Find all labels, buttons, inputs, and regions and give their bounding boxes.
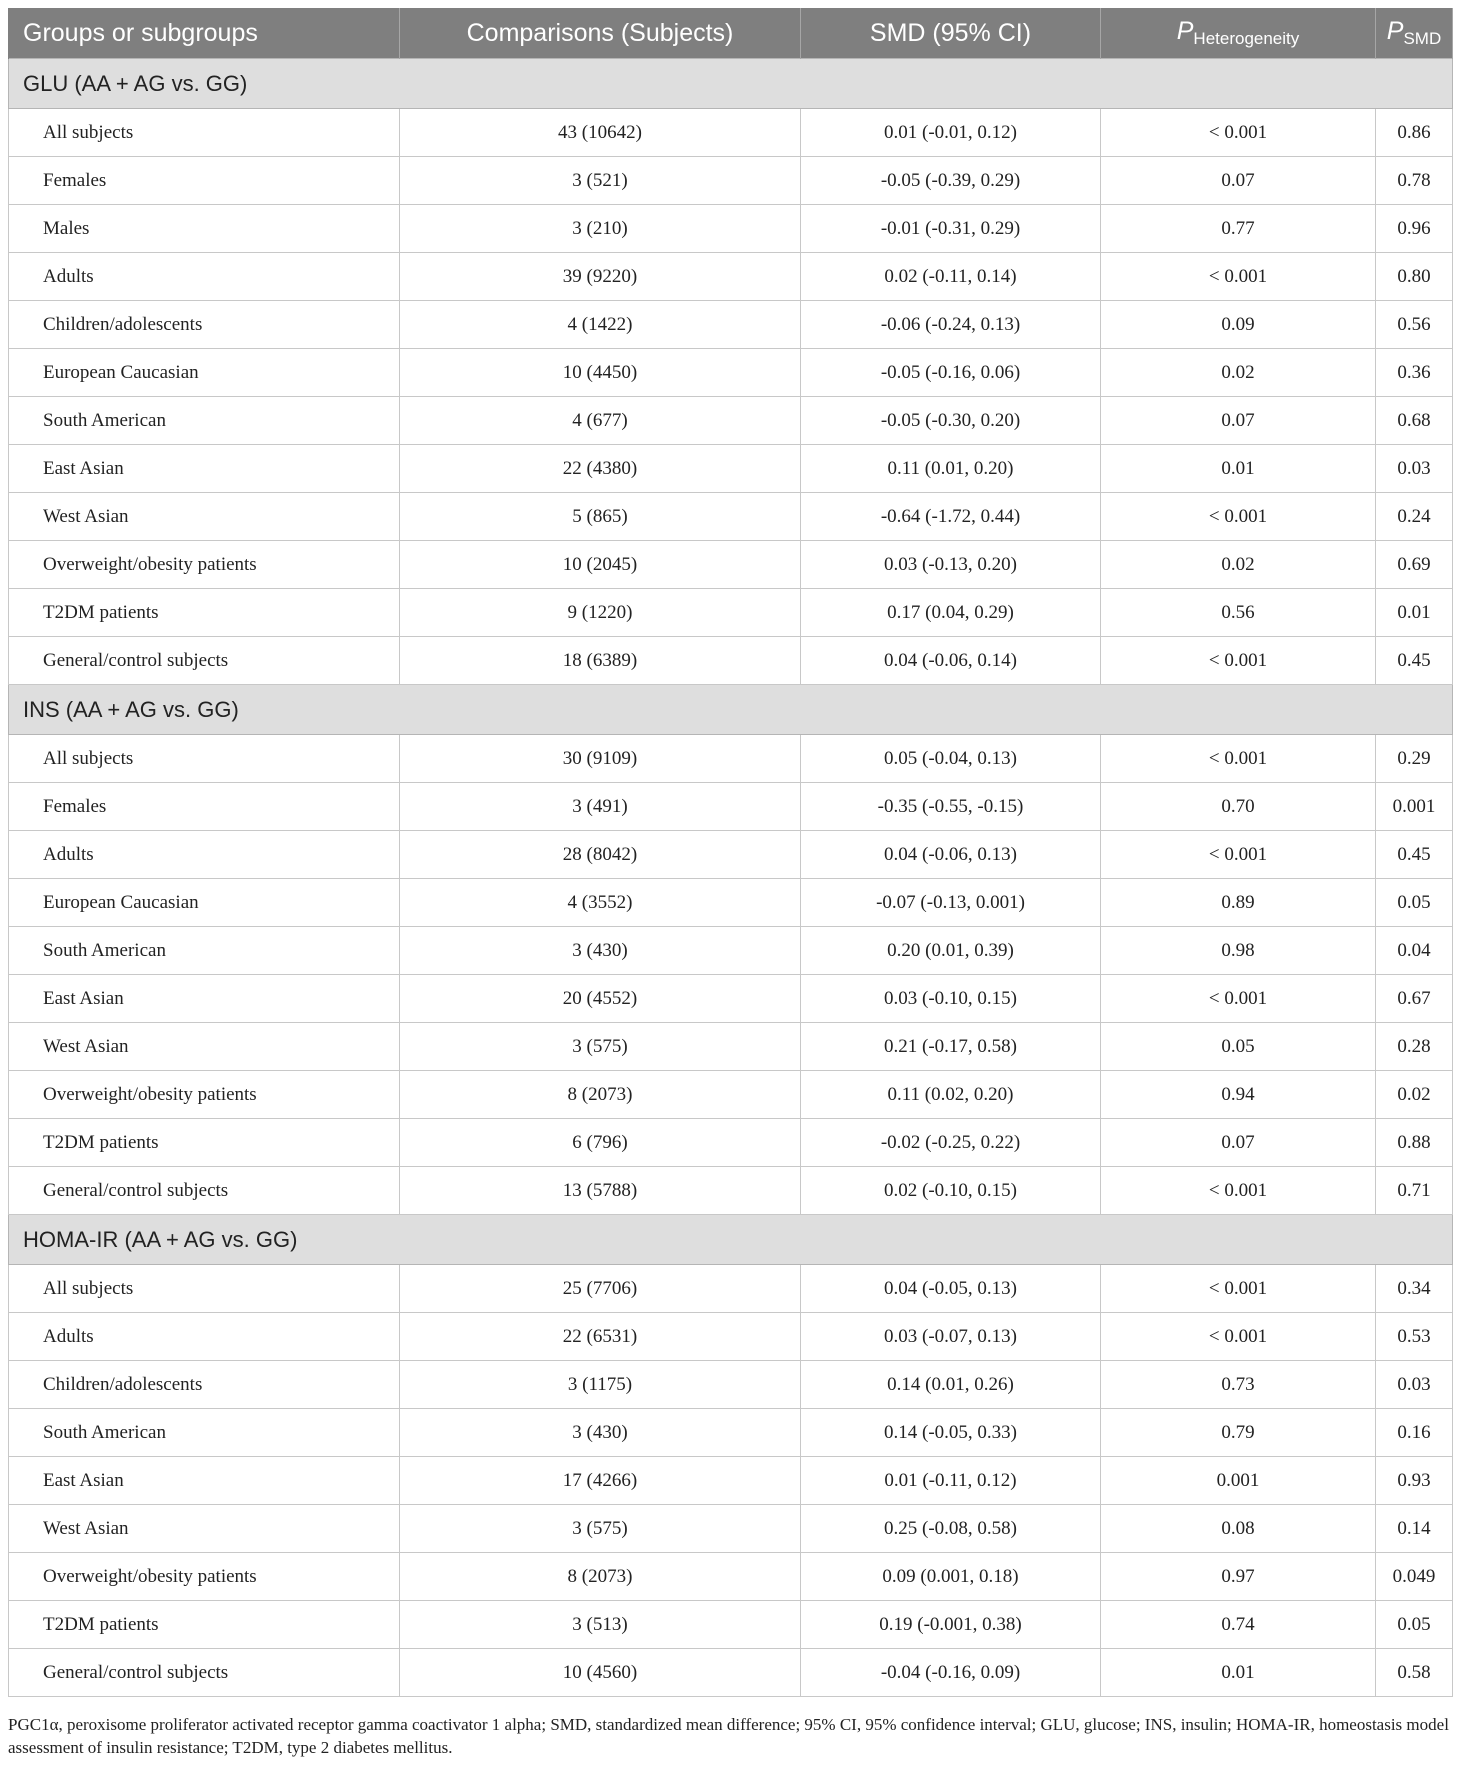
p-smd-cell: 0.71 [1376, 1167, 1453, 1215]
comparisons-cell: 4 (3552) [400, 879, 801, 927]
table-row [9, 1457, 1453, 1505]
comparisons-cell: 18 (6389) [400, 637, 801, 685]
p-smd-cell: 0.01 [1376, 589, 1453, 637]
p-smd-cell: 0.86 [1376, 109, 1453, 157]
p-smd-cell: 0.53 [1376, 1313, 1453, 1361]
comparisons-cell: 30 (9109) [400, 735, 801, 783]
smd-cell: 0.02 (-0.10, 0.15) [801, 1167, 1101, 1215]
p-smd-cell: 0.67 [1376, 975, 1453, 1023]
table-row [9, 879, 1453, 927]
section-header-row [9, 685, 1453, 735]
p-heterogeneity-cell: 0.98 [1101, 927, 1376, 975]
comparisons-cell: 3 (575) [400, 1023, 801, 1071]
table-row [9, 1313, 1453, 1361]
table-footnote: PGC1α, peroxisome proliferator activated receptor gamma coactivator 1 alpha; SMD, standardized mean difference; 95% CI, 95% confidence interval; GLU, glucose; INS, insulin; HOMA-IR, homeostasis model assessment of insulin resistance; T2DM, type 2 diabetes mellitus. [8, 1715, 1449, 1757]
p-smd-cell: 0.04 [1376, 927, 1453, 975]
smd-cell: 0.11 (0.02, 0.20) [801, 1071, 1101, 1119]
table-row [9, 975, 1453, 1023]
section-header-row [9, 59, 1453, 109]
table-row [9, 1071, 1453, 1119]
p-heterogeneity-cell: < 0.001 [1101, 637, 1376, 685]
comparisons-cell: 25 (7706) [400, 1265, 801, 1313]
comparisons-cell: 3 (575) [400, 1505, 801, 1553]
subgroup-cell: General/control subjects [9, 1649, 400, 1697]
header-row [9, 8, 1453, 59]
p-heterogeneity-cell: 0.70 [1101, 783, 1376, 831]
comparisons-cell: 9 (1220) [400, 589, 801, 637]
comparisons-cell: 3 (513) [400, 1601, 801, 1649]
smd-cell: 0.14 (-0.05, 0.33) [801, 1409, 1101, 1457]
table-row [9, 1119, 1453, 1167]
smd-cell: -0.01 (-0.31, 0.29) [801, 205, 1101, 253]
table-row [9, 301, 1453, 349]
comparisons-cell: 5 (865) [400, 493, 801, 541]
smd-cell: 0.25 (-0.08, 0.58) [801, 1505, 1101, 1553]
smd-cell: -0.05 (-0.16, 0.06) [801, 349, 1101, 397]
section-title: GLU (AA + AG vs. GG) [9, 59, 1453, 109]
table-row [9, 157, 1453, 205]
comparisons-cell: 13 (5788) [400, 1167, 801, 1215]
subgroup-cell: Overweight/obesity patients [9, 1553, 400, 1601]
comparisons-cell: 17 (4266) [400, 1457, 801, 1505]
comparisons-cell: 22 (6531) [400, 1313, 801, 1361]
table-row [9, 205, 1453, 253]
table-row [9, 541, 1453, 589]
header-p-smd-sub: SMD [1403, 29, 1442, 48]
smd-cell: -0.06 (-0.24, 0.13) [801, 301, 1101, 349]
smd-cell: -0.05 (-0.30, 0.20) [801, 397, 1101, 445]
p-smd-cell: 0.88 [1376, 1119, 1453, 1167]
p-smd-cell: 0.14 [1376, 1505, 1453, 1553]
section-header-row [9, 1215, 1453, 1265]
p-smd-cell: 0.03 [1376, 1361, 1453, 1409]
p-smd-cell: 0.05 [1376, 1601, 1453, 1649]
smd-cell: 0.04 (-0.06, 0.14) [801, 637, 1101, 685]
smd-cell: 0.01 (-0.01, 0.12) [801, 109, 1101, 157]
smd-cell: 0.03 (-0.07, 0.13) [801, 1313, 1101, 1361]
table-row [9, 1409, 1453, 1457]
smd-cell: 0.02 (-0.11, 0.14) [801, 253, 1101, 301]
p-heterogeneity-cell: 0.79 [1101, 1409, 1376, 1457]
subgroup-cell: All subjects [9, 735, 400, 783]
smd-cell: 0.04 (-0.05, 0.13) [801, 1265, 1101, 1313]
subgroup-cell: East Asian [9, 445, 400, 493]
subgroup-cell: South American [9, 1409, 400, 1457]
p-heterogeneity-cell: < 0.001 [1101, 1313, 1376, 1361]
comparisons-cell: 3 (521) [400, 157, 801, 205]
results-table [8, 8, 1453, 1697]
p-smd-cell: 0.56 [1376, 301, 1453, 349]
p-smd-cell: 0.78 [1376, 157, 1453, 205]
header-p-heterogeneity [1101, 8, 1376, 59]
smd-cell: -0.07 (-0.13, 0.001) [801, 879, 1101, 927]
smd-cell: 0.17 (0.04, 0.29) [801, 589, 1101, 637]
comparisons-cell: 20 (4552) [400, 975, 801, 1023]
smd-cell: 0.14 (0.01, 0.26) [801, 1361, 1101, 1409]
comparisons-cell: 3 (430) [400, 927, 801, 975]
subgroup-cell: T2DM patients [9, 1119, 400, 1167]
p-smd-cell: 0.36 [1376, 349, 1453, 397]
subgroup-cell: East Asian [9, 1457, 400, 1505]
subgroup-cell: Adults [9, 1313, 400, 1361]
subgroup-cell: All subjects [9, 109, 400, 157]
p-heterogeneity-cell: 0.07 [1101, 157, 1376, 205]
p-smd-cell: 0.03 [1376, 445, 1453, 493]
p-heterogeneity-cell: 0.73 [1101, 1361, 1376, 1409]
comparisons-cell: 6 (796) [400, 1119, 801, 1167]
table-row [9, 1265, 1453, 1313]
subgroup-cell: Overweight/obesity patients [9, 541, 400, 589]
header-smd: SMD (95% CI) [801, 8, 1101, 59]
subgroup-cell: East Asian [9, 975, 400, 1023]
smd-cell: -0.02 (-0.25, 0.22) [801, 1119, 1101, 1167]
subgroup-cell: Females [9, 157, 400, 205]
subgroup-cell: West Asian [9, 1023, 400, 1071]
p-heterogeneity-cell: < 0.001 [1101, 493, 1376, 541]
comparisons-cell: 10 (2045) [400, 541, 801, 589]
p-heterogeneity-cell: < 0.001 [1101, 109, 1376, 157]
p-heterogeneity-cell: < 0.001 [1101, 1265, 1376, 1313]
subgroup-cell: Children/adolescents [9, 301, 400, 349]
smd-cell: -0.64 (-1.72, 0.44) [801, 493, 1101, 541]
p-heterogeneity-cell: 0.74 [1101, 1601, 1376, 1649]
header-groups: Groups or subgroups [9, 8, 400, 59]
p-smd-cell: 0.34 [1376, 1265, 1453, 1313]
comparisons-cell: 3 (430) [400, 1409, 801, 1457]
subgroup-cell: T2DM patients [9, 1601, 400, 1649]
comparisons-cell: 10 (4560) [400, 1649, 801, 1697]
subgroup-cell: West Asian [9, 1505, 400, 1553]
section-title: INS (AA + AG vs. GG) [9, 685, 1453, 735]
table-row [9, 253, 1453, 301]
p-heterogeneity-cell: 0.01 [1101, 1649, 1376, 1697]
p-heterogeneity-cell: < 0.001 [1101, 1167, 1376, 1215]
subgroup-cell: Adults [9, 253, 400, 301]
p-smd-cell: 0.69 [1376, 541, 1453, 589]
subgroup-cell: General/control subjects [9, 637, 400, 685]
smd-cell: 0.01 (-0.11, 0.12) [801, 1457, 1101, 1505]
header-p-smd [1376, 8, 1453, 59]
comparisons-cell: 3 (1175) [400, 1361, 801, 1409]
p-heterogeneity-cell: 0.07 [1101, 397, 1376, 445]
comparisons-cell: 4 (677) [400, 397, 801, 445]
smd-cell: 0.19 (-0.001, 0.38) [801, 1601, 1101, 1649]
comparisons-cell: 43 (10642) [400, 109, 801, 157]
header-p-smd-main: P [1386, 17, 1404, 45]
p-smd-cell: 0.28 [1376, 1023, 1453, 1071]
header-comparisons: Comparisons (Subjects) [400, 8, 801, 59]
smd-cell: -0.35 (-0.55, -0.15) [801, 783, 1101, 831]
p-heterogeneity-cell: < 0.001 [1101, 831, 1376, 879]
table-row [9, 493, 1453, 541]
subgroup-cell: European Caucasian [9, 349, 400, 397]
smd-cell: 0.21 (-0.17, 0.58) [801, 1023, 1101, 1071]
p-smd-cell: 0.02 [1376, 1071, 1453, 1119]
comparisons-cell: 39 (9220) [400, 253, 801, 301]
smd-cell: 0.04 (-0.06, 0.13) [801, 831, 1101, 879]
comparisons-cell: 28 (8042) [400, 831, 801, 879]
p-heterogeneity-cell: 0.02 [1101, 349, 1376, 397]
p-smd-cell: 0.96 [1376, 205, 1453, 253]
comparisons-cell: 8 (2073) [400, 1071, 801, 1119]
p-smd-cell: 0.68 [1376, 397, 1453, 445]
comparisons-cell: 10 (4450) [400, 349, 801, 397]
table-row [9, 1505, 1453, 1553]
table-row [9, 1553, 1453, 1601]
subgroup-cell: Females [9, 783, 400, 831]
p-smd-cell: 0.05 [1376, 879, 1453, 927]
table-row [9, 1023, 1453, 1071]
p-heterogeneity-cell: < 0.001 [1101, 253, 1376, 301]
p-heterogeneity-cell: 0.09 [1101, 301, 1376, 349]
subgroup-cell: All subjects [9, 1265, 400, 1313]
section-title: HOMA-IR (AA + AG vs. GG) [9, 1215, 1453, 1265]
table-row [9, 397, 1453, 445]
table-row [9, 445, 1453, 493]
p-smd-cell: 0.45 [1376, 831, 1453, 879]
table-body [9, 59, 1453, 1697]
p-smd-cell: 0.45 [1376, 637, 1453, 685]
table-row [9, 349, 1453, 397]
table-row [9, 1361, 1453, 1409]
p-smd-cell: 0.80 [1376, 253, 1453, 301]
p-smd-cell: 0.049 [1376, 1553, 1453, 1601]
p-smd-cell: 0.001 [1376, 783, 1453, 831]
p-heterogeneity-cell: 0.02 [1101, 541, 1376, 589]
p-smd-cell: 0.29 [1376, 735, 1453, 783]
table-row [9, 831, 1453, 879]
smd-cell: -0.05 (-0.39, 0.29) [801, 157, 1101, 205]
smd-cell: 0.05 (-0.04, 0.13) [801, 735, 1101, 783]
table-row [9, 637, 1453, 685]
p-heterogeneity-cell: 0.01 [1101, 445, 1376, 493]
table-row [9, 735, 1453, 783]
comparisons-cell: 22 (4380) [400, 445, 801, 493]
comparisons-cell: 4 (1422) [400, 301, 801, 349]
subgroup-cell: Children/adolescents [9, 1361, 400, 1409]
smd-cell: 0.20 (0.01, 0.39) [801, 927, 1101, 975]
p-smd-cell: 0.93 [1376, 1457, 1453, 1505]
p-heterogeneity-cell: 0.56 [1101, 589, 1376, 637]
subgroup-cell: Overweight/obesity patients [9, 1071, 400, 1119]
table-container [8, 8, 1452, 1697]
subgroup-cell: West Asian [9, 493, 400, 541]
comparisons-cell: 3 (210) [400, 205, 801, 253]
p-heterogeneity-cell: 0.07 [1101, 1119, 1376, 1167]
p-heterogeneity-cell: 0.77 [1101, 205, 1376, 253]
p-heterogeneity-cell: 0.97 [1101, 1553, 1376, 1601]
p-smd-cell: 0.16 [1376, 1409, 1453, 1457]
subgroup-cell: General/control subjects [9, 1167, 400, 1215]
p-heterogeneity-cell: 0.89 [1101, 879, 1376, 927]
header-p-heterogeneity-main: P [1176, 17, 1194, 45]
subgroup-cell: Males [9, 205, 400, 253]
smd-cell: -0.04 (-0.16, 0.09) [801, 1649, 1101, 1697]
smd-cell: 0.11 (0.01, 0.20) [801, 445, 1101, 493]
smd-cell: 0.03 (-0.10, 0.15) [801, 975, 1101, 1023]
p-heterogeneity-cell: 0.08 [1101, 1505, 1376, 1553]
smd-cell: 0.03 (-0.13, 0.20) [801, 541, 1101, 589]
table-row [9, 589, 1453, 637]
comparisons-cell: 3 (491) [400, 783, 801, 831]
smd-cell: 0.09 (0.001, 0.18) [801, 1553, 1101, 1601]
subgroup-cell: T2DM patients [9, 589, 400, 637]
p-smd-cell: 0.24 [1376, 493, 1453, 541]
table-row [9, 1649, 1453, 1697]
table-row [9, 1601, 1453, 1649]
table-row [9, 783, 1453, 831]
header-p-heterogeneity-sub: Heterogeneity [1193, 29, 1300, 48]
comparisons-cell: 8 (2073) [400, 1553, 801, 1601]
subgroup-cell: Adults [9, 831, 400, 879]
table-row [9, 927, 1453, 975]
p-heterogeneity-cell: < 0.001 [1101, 735, 1376, 783]
p-heterogeneity-cell: 0.05 [1101, 1023, 1376, 1071]
p-heterogeneity-cell: 0.94 [1101, 1071, 1376, 1119]
subgroup-cell: European Caucasian [9, 879, 400, 927]
p-heterogeneity-cell: < 0.001 [1101, 975, 1376, 1023]
p-heterogeneity-cell: 0.001 [1101, 1457, 1376, 1505]
subgroup-cell: South American [9, 397, 400, 445]
subgroup-cell: South American [9, 927, 400, 975]
table-row [9, 1167, 1453, 1215]
table-row [9, 109, 1453, 157]
p-smd-cell: 0.58 [1376, 1649, 1453, 1697]
